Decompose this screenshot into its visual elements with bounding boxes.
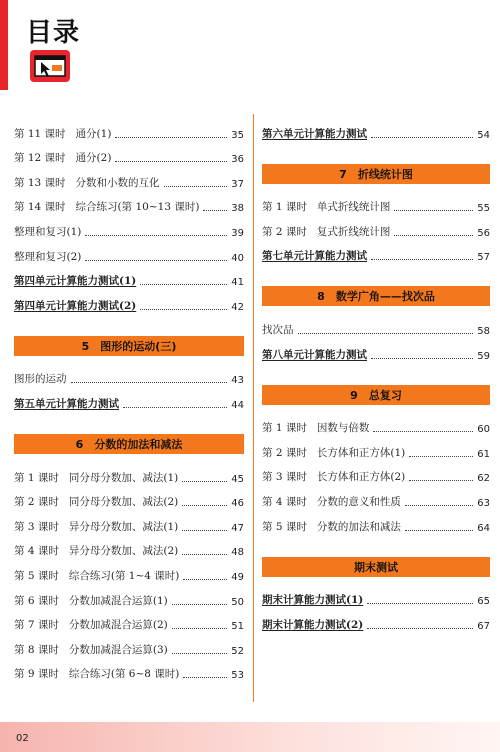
dot-leader — [203, 210, 227, 211]
entry-page-number: 67 — [477, 620, 490, 632]
unit-heading: 期末测试 — [262, 557, 490, 577]
toc-test-entry[interactable] — [262, 607, 490, 632]
entry-title — [262, 420, 369, 435]
dot-leader — [367, 628, 473, 629]
dot-leader — [373, 431, 473, 432]
toc-entry[interactable] — [262, 214, 490, 239]
section-gap — [14, 411, 244, 434]
toc-entry[interactable] — [14, 116, 244, 141]
dot-leader — [183, 677, 227, 678]
toc-entry[interactable] — [14, 190, 244, 215]
dot-leader — [140, 309, 227, 310]
toc-test-entry[interactable] — [14, 288, 244, 313]
entry-page-number: 54 — [477, 129, 490, 141]
toc-test-entry[interactable] — [14, 386, 244, 411]
dot-leader — [394, 210, 473, 211]
page-title: 目录 — [26, 18, 81, 48]
entry-page-number: 37 — [231, 178, 244, 190]
dot-leader — [182, 554, 227, 555]
entry-page-number: 51 — [231, 621, 244, 633]
unit-heading: 8 数学广角——找次品 — [262, 286, 490, 306]
toc-test-entry[interactable] — [262, 116, 490, 141]
entry-page-number: 35 — [231, 129, 244, 141]
unit-heading: 5 图形的运动(三) — [14, 336, 244, 356]
entry-title — [14, 175, 160, 190]
toc-entry[interactable] — [14, 608, 244, 633]
entry-page-number: 59 — [477, 350, 490, 362]
entry-label: 分数的意义和性质 — [316, 495, 401, 508]
entry-page-number: 49 — [231, 571, 244, 583]
entry-label: 异分母分数加、减法(1) — [68, 520, 179, 533]
entry-title — [262, 494, 401, 509]
section-gap — [262, 141, 490, 164]
toc-entry[interactable] — [14, 509, 244, 534]
toc-entry[interactable] — [14, 485, 244, 510]
entry-title — [262, 592, 363, 607]
dot-leader — [298, 333, 474, 334]
entry-page-number: 41 — [231, 277, 244, 289]
section-gap — [14, 313, 244, 336]
entry-title — [262, 322, 294, 337]
toc-entry[interactable] — [14, 632, 244, 657]
entry-title — [14, 273, 136, 288]
lesson-number: 第 1 课时 — [262, 422, 307, 435]
column-divider — [253, 114, 254, 702]
lesson-number: 第 2 课时 — [14, 496, 59, 509]
entry-page-number: 44 — [231, 399, 244, 411]
entry-page-number: 38 — [231, 203, 244, 215]
entry-page-number: 60 — [477, 424, 490, 436]
entry-page-number: 58 — [477, 325, 490, 337]
entry-page-number: 53 — [231, 670, 244, 682]
entry-page-number: 64 — [477, 522, 490, 534]
entry-label: 同分母分数加、减法(2) — [68, 496, 179, 509]
entry-title — [14, 666, 179, 681]
entry-title — [262, 199, 390, 214]
lesson-number: 第 3 课时 — [14, 520, 59, 533]
entry-label: 综合练习(第 10~13 课时) — [75, 201, 200, 214]
lesson-number: 第 5 课时 — [262, 520, 307, 533]
entry-title — [262, 469, 405, 484]
toc-entry[interactable] — [262, 190, 490, 215]
toc-entry[interactable] — [262, 509, 490, 534]
entry-label: 同分母分数加、减法(1) — [68, 471, 179, 484]
lesson-number: 第 1 课时 — [262, 201, 307, 214]
entry-page-number: 56 — [477, 227, 490, 239]
lesson-number: 第 3 课时 — [262, 471, 307, 484]
entry-label: 第四单元计算能力测试(2) — [14, 299, 137, 312]
entry-page-number: 61 — [477, 448, 490, 460]
toc-entry[interactable] — [14, 657, 244, 682]
lesson-number: 第 6 课时 — [14, 594, 59, 607]
entry-page-number: 62 — [477, 473, 490, 485]
entry-label: 第七单元计算能力测试 — [262, 250, 367, 263]
entry-page-number: 45 — [231, 473, 244, 485]
lesson-number: 第 11 课时 — [14, 127, 66, 140]
entry-page-number: 50 — [231, 596, 244, 608]
toc-entry[interactable] — [14, 558, 244, 583]
entry-label: 长方体和正方体(1) — [316, 446, 406, 459]
toc-entry[interactable] — [14, 214, 244, 239]
entry-title — [14, 126, 111, 141]
entry-title — [14, 642, 168, 657]
entry-label: 综合练习(第 6~8 课时) — [68, 668, 180, 681]
entry-label: 第六单元计算能力测试 — [262, 127, 367, 140]
dot-leader — [182, 481, 227, 482]
entry-page-number: 52 — [231, 645, 244, 657]
entry-label: 通分(1) — [75, 127, 112, 140]
dot-leader — [367, 603, 473, 604]
dot-leader — [172, 604, 228, 605]
entry-title — [262, 224, 390, 239]
entry-label: 第四单元计算能力测试(1) — [14, 275, 137, 288]
entry-title — [14, 543, 178, 558]
entry-label: 综合练习(第 1~4 课时) — [68, 569, 180, 582]
entry-title — [14, 494, 178, 509]
entry-page-number: 40 — [231, 252, 244, 264]
entry-label: 分数加减混合运算(3) — [68, 643, 168, 656]
toc-test-entry[interactable] — [14, 264, 244, 289]
dot-leader — [182, 530, 227, 531]
lesson-number: 第 14 课时 — [14, 201, 66, 214]
entry-title — [14, 519, 178, 534]
toc-entry[interactable] — [14, 583, 244, 608]
entry-title — [14, 396, 119, 411]
dot-leader — [123, 407, 227, 408]
dot-leader — [409, 480, 473, 481]
entry-title — [14, 199, 199, 214]
entry-label: 找次品 — [262, 323, 294, 336]
entry-title — [14, 371, 67, 386]
dot-leader — [172, 653, 228, 654]
dot-leader — [115, 161, 227, 162]
unit-heading: 9 总复习 — [262, 385, 490, 405]
entry-label: 第五单元计算能力测试 — [14, 397, 119, 410]
dot-leader — [140, 284, 227, 285]
lesson-number: 第 1 课时 — [14, 471, 59, 484]
dot-leader — [394, 235, 473, 236]
toc-test-entry[interactable] — [262, 337, 490, 362]
dot-leader — [115, 137, 227, 138]
entry-title — [14, 298, 136, 313]
entry-page-number: 55 — [477, 203, 490, 215]
section-gap — [262, 534, 490, 557]
entry-title — [262, 248, 367, 263]
header-accent-bar — [0, 0, 8, 90]
toc-entry[interactable] — [14, 165, 244, 190]
lesson-number: 第 5 课时 — [14, 569, 59, 582]
toc-left-column — [14, 116, 244, 681]
entry-title — [14, 224, 81, 239]
dot-leader — [405, 505, 473, 506]
toc-entry[interactable] — [14, 141, 244, 166]
entry-page-number: 48 — [231, 547, 244, 559]
dot-leader — [183, 579, 227, 580]
entry-label: 单式折线统计图 — [316, 201, 391, 214]
lesson-number: 第 9 课时 — [14, 668, 59, 681]
entry-page-number: 46 — [231, 498, 244, 510]
unit-heading: 6 分数的加法和减法 — [14, 434, 244, 454]
page-number: 02 — [16, 733, 29, 744]
entry-title — [14, 617, 168, 632]
lesson-number: 第 4 课时 — [262, 495, 307, 508]
dot-leader — [164, 186, 228, 187]
section-gap — [262, 263, 490, 286]
lesson-number: 第 2 课时 — [262, 446, 307, 459]
entry-title — [262, 126, 367, 141]
entry-title — [262, 519, 401, 534]
lesson-number: 第 8 课时 — [14, 643, 59, 656]
entry-label: 整理和复习(2) — [14, 250, 82, 263]
entry-label: 长方体和正方体(2) — [316, 471, 406, 484]
entry-page-number: 65 — [477, 596, 490, 608]
toc-test-entry[interactable] — [262, 583, 490, 608]
entry-title — [262, 445, 405, 460]
entry-page-number: 39 — [231, 227, 244, 239]
entry-title — [14, 593, 168, 608]
dot-leader — [172, 628, 228, 629]
unit-heading: 7 折线统计图 — [262, 164, 490, 184]
entry-title — [14, 470, 178, 485]
toc-entry[interactable] — [14, 534, 244, 559]
entry-page-number: 57 — [477, 252, 490, 264]
dot-leader — [371, 259, 473, 260]
lesson-number: 第 7 课时 — [14, 619, 59, 632]
entry-page-number: 43 — [231, 375, 244, 387]
entry-label: 期末计算能力测试(1) — [262, 594, 364, 607]
entry-title — [262, 617, 363, 632]
entry-title — [262, 347, 367, 362]
toc-entry[interactable] — [262, 411, 490, 436]
toc-entry[interactable] — [262, 460, 490, 485]
dot-leader — [405, 530, 473, 531]
page-footer — [0, 722, 500, 752]
dot-leader — [85, 260, 227, 261]
entry-label: 第八单元计算能力测试 — [262, 348, 367, 361]
toc-entry[interactable] — [14, 239, 244, 264]
lesson-number: 第 13 课时 — [14, 176, 66, 189]
lesson-number: 第 4 课时 — [14, 545, 59, 558]
lesson-number: 第 2 课时 — [262, 225, 307, 238]
entry-page-number: 63 — [477, 497, 490, 509]
dot-leader — [371, 358, 473, 359]
entry-label: 异分母分数加、减法(2) — [68, 545, 179, 558]
toc-right-column — [262, 116, 490, 632]
toc-entry[interactable] — [262, 312, 490, 337]
toc-entry[interactable] — [262, 435, 490, 460]
entry-label: 分数的加法和减法 — [316, 520, 401, 533]
entry-label: 分数加减混合运算(1) — [68, 594, 168, 607]
entry-label: 通分(2) — [75, 152, 112, 165]
entry-page-number: 42 — [231, 301, 244, 313]
toc-entry[interactable] — [14, 460, 244, 485]
entry-title — [14, 568, 179, 583]
entry-label: 图形的运动 — [14, 373, 67, 386]
toc-entry[interactable] — [14, 362, 244, 387]
entry-title — [14, 150, 111, 165]
entry-page-number: 47 — [231, 522, 244, 534]
dot-leader — [85, 235, 227, 236]
lesson-number: 第 12 课时 — [14, 152, 66, 165]
entry-label: 整理和复习(1) — [14, 225, 82, 238]
dot-leader — [71, 382, 228, 383]
section-gap — [262, 362, 490, 385]
dot-leader — [409, 456, 473, 457]
toc-entry[interactable] — [262, 484, 490, 509]
entry-label: 因数与倍数 — [316, 422, 370, 435]
entry-label: 复式折线统计图 — [316, 225, 391, 238]
toc-test-entry[interactable] — [262, 239, 490, 264]
entry-page-number: 36 — [231, 154, 244, 166]
dot-leader — [371, 137, 473, 138]
entry-label: 分数加减混合运算(2) — [68, 619, 168, 632]
dot-leader — [182, 505, 227, 506]
entry-label: 期末计算能力测试(2) — [262, 618, 364, 631]
entry-label: 分数和小数的互化 — [75, 176, 160, 189]
cursor-window-icon — [28, 48, 72, 84]
entry-title — [14, 249, 81, 264]
